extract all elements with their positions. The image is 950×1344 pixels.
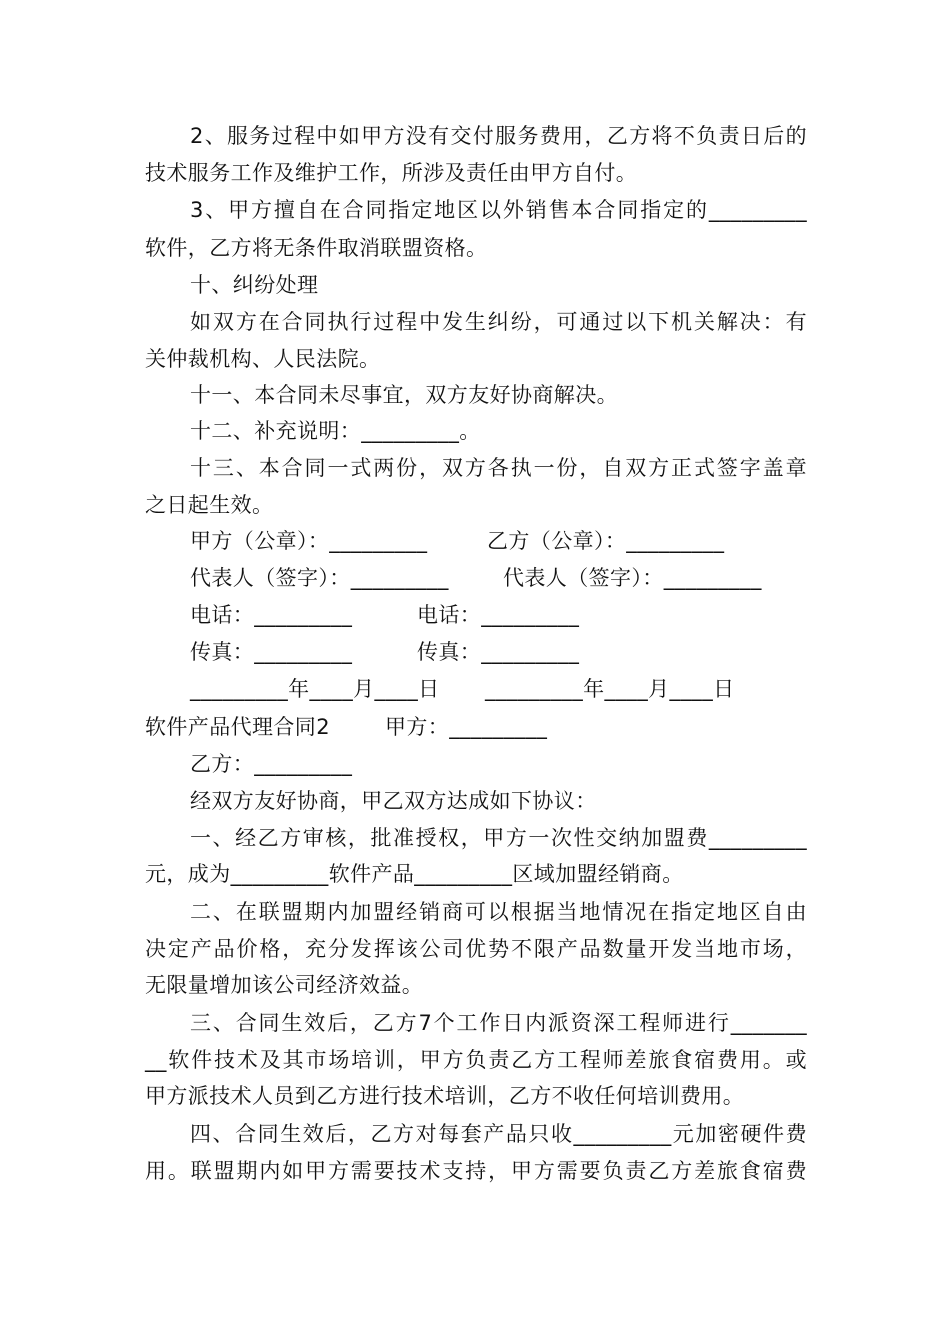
- rep-b-signature: 代表人（签字）：_________: [503, 566, 762, 590]
- phone-a: 电话：_________: [190, 603, 353, 627]
- rep-a-signature: 代表人（签字）：_________: [190, 566, 449, 590]
- signature-row-seal: [190, 527, 807, 555]
- paragraph-line: 十三、本合同一式两份，双方各执一份，自双方正式签字盖章: [190, 456, 807, 480]
- contract2-header-row: [145, 713, 807, 741]
- paragraph-line: 四、合同生效后，乙方对每套产品只收_________元加密硬件费: [190, 1122, 807, 1146]
- paragraph-line: 二、在联盟期内加盟经销商可以根据当地情况在指定地区自由: [190, 900, 807, 924]
- signature-row-representative: [190, 564, 807, 592]
- paragraph-line: 软件，乙方将无条件取消联盟资格。: [145, 236, 488, 260]
- paragraph-line: 决定产品价格，充分发挥该公司优势不限产品数量开发当地市场，: [145, 937, 807, 961]
- paragraph-line: 三、合同生效后，乙方7个工作日内派资深工程师进行_______: [190, 1011, 807, 1035]
- signature-row-date: [190, 675, 807, 703]
- paragraph-line: 如双方在合同执行过程中发生纠纷，可通过以下机关解决：有: [190, 310, 807, 334]
- paragraph-line: 3、甲方擅自在合同指定地区以外销售本合同指定的_________: [190, 198, 807, 222]
- fax-a: 传真：_________: [190, 640, 353, 664]
- phone-b: 电话：_________: [417, 603, 580, 627]
- paragraph-line: 用。联盟期内如甲方需要技术支持，甲方需要负责乙方差旅食宿费: [145, 1159, 807, 1183]
- party-a-seal: 甲方（公章）：_________: [190, 529, 428, 553]
- paragraph-line: 十一、本合同未尽事宜，双方友好协商解决。: [190, 383, 618, 407]
- contract2-title: 软件产品代理合同2: [145, 715, 330, 739]
- paragraph-line: 十二、补充说明：_________。: [190, 419, 481, 443]
- contract2-party-b: 乙方：_________: [190, 752, 353, 776]
- paragraph-line: 关仲裁机构、人民法院。: [145, 347, 381, 371]
- paragraph-line: 甲方派技术人员到乙方进行技术培训，乙方不收任何培训费用。: [145, 1084, 745, 1108]
- paragraph-line: 之日起生效。: [145, 493, 274, 517]
- party-b-seal: 乙方（公章）：_________: [487, 529, 725, 553]
- signature-row-phone: [190, 601, 807, 629]
- date-b: _________年____月____日: [485, 677, 735, 701]
- contract2-party-a: 甲方：_________: [385, 715, 548, 739]
- paragraph-line: 技术服务工作及维护工作，所涉及责任由甲方自付。: [145, 161, 638, 185]
- paragraph-line: 一、经乙方审核，批准授权，甲方一次性交纳加盟费_________: [190, 826, 807, 850]
- paragraph-line: __软件技术及其市场培训，甲方负责乙方工程师差旅食宿费用。或: [145, 1048, 807, 1072]
- date-a: _________年____月____日: [190, 677, 440, 701]
- signature-row-fax: [190, 638, 807, 666]
- paragraph-line: 无限量增加该公司经济效益。: [145, 973, 424, 997]
- paragraph-line: 经双方友好协商，甲乙双方达成如下协议：: [190, 789, 597, 813]
- paragraph-line: 2、服务过程中如甲方没有交付服务费用，乙方将不负责日后的: [190, 124, 807, 148]
- section-heading: 十、纠纷处理: [190, 273, 319, 297]
- fax-b: 传真：_________: [417, 640, 580, 664]
- paragraph-line: 元，成为_________软件产品_________区域加盟经销商。: [145, 862, 684, 886]
